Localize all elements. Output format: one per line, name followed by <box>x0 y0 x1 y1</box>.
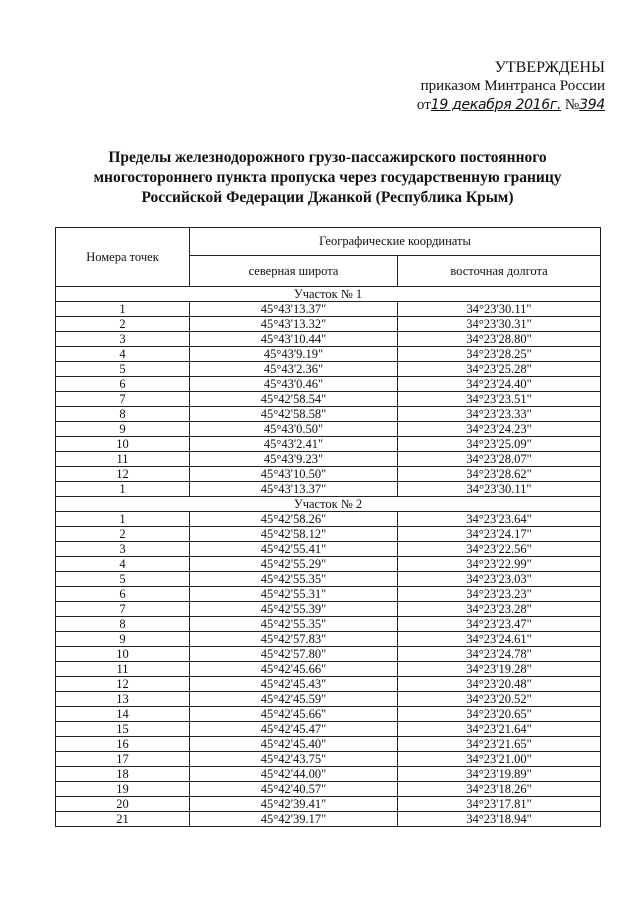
point-number: 4 <box>56 347 190 362</box>
longitude-cell: 34°23'20.52" <box>398 692 601 707</box>
table-row <box>56 647 601 662</box>
latitude-cell: 45°42'55.35" <box>190 617 398 632</box>
table-row <box>56 632 601 647</box>
longitude-cell: 34°23'23.51" <box>398 392 601 407</box>
latitude-cell: 45°42'40.57" <box>190 782 398 797</box>
latitude-cell: 45°42'44.00" <box>190 767 398 782</box>
approval-heading: УТВЕРЖДЕНЫ <box>494 59 605 76</box>
point-number: 6 <box>56 377 190 392</box>
table-row <box>56 377 601 392</box>
latitude-cell: 45°42'45.66" <box>190 707 398 722</box>
header-longitude: восточная долгота <box>398 256 601 287</box>
table-row <box>56 797 601 812</box>
header-points: Номера точек <box>56 228 190 287</box>
coordinates-table <box>55 227 601 827</box>
latitude-cell: 45°42'39.17" <box>190 812 398 827</box>
section-row <box>56 287 601 302</box>
longitude-cell: 34°23'22.56" <box>398 542 601 557</box>
point-number: 15 <box>56 722 190 737</box>
longitude-cell: 34°23'30.31" <box>398 317 601 332</box>
latitude-cell: 45°43'0.50" <box>190 422 398 437</box>
longitude-cell: 34°23'28.25" <box>398 347 601 362</box>
point-number: 11 <box>56 662 190 677</box>
longitude-cell: 34°23'28.80" <box>398 332 601 347</box>
section-title: Участок № 1 <box>56 287 601 302</box>
table-row <box>56 812 601 827</box>
table-body <box>56 287 601 827</box>
point-number: 21 <box>56 812 190 827</box>
table-row <box>56 602 601 617</box>
longitude-cell: 34°23'23.47" <box>398 617 601 632</box>
longitude-cell: 34°23'30.11" <box>398 302 601 317</box>
table-row <box>56 527 601 542</box>
latitude-cell: 45°43'0.46" <box>190 377 398 392</box>
point-number: 3 <box>56 332 190 347</box>
point-number: 3 <box>56 542 190 557</box>
table-row <box>56 332 601 347</box>
point-number: 9 <box>56 632 190 647</box>
table-row <box>56 782 601 797</box>
table-row <box>56 752 601 767</box>
section-title: Участок № 2 <box>56 497 601 512</box>
longitude-cell: 34°23'24.78" <box>398 647 601 662</box>
point-number: 18 <box>56 767 190 782</box>
latitude-cell: 45°42'43.75" <box>190 752 398 767</box>
longitude-cell: 34°23'19.28" <box>398 662 601 677</box>
longitude-cell: 34°23'18.26" <box>398 782 601 797</box>
number-prefix: № <box>564 97 580 113</box>
longitude-cell: 34°23'25.09" <box>398 437 601 452</box>
longitude-cell: 34°23'20.65" <box>398 707 601 722</box>
longitude-cell: 34°23'22.99" <box>398 557 601 572</box>
point-number: 5 <box>56 572 190 587</box>
table-row <box>56 617 601 632</box>
table-row <box>56 347 601 362</box>
longitude-cell: 34°23'23.03" <box>398 572 601 587</box>
latitude-cell: 45°42'55.35" <box>190 572 398 587</box>
latitude-cell: 45°43'2.41" <box>190 437 398 452</box>
longitude-cell: 34°23'24.61" <box>398 632 601 647</box>
longitude-cell: 34°23'19.89" <box>398 767 601 782</box>
latitude-cell: 45°42'58.26" <box>190 512 398 527</box>
latitude-cell: 45°43'10.50" <box>190 467 398 482</box>
point-number: 13 <box>56 692 190 707</box>
latitude-cell: 45°42'45.43" <box>190 677 398 692</box>
table-row <box>56 767 601 782</box>
document-title: Пределы железнодорожного грузо-пассажирского постоянного многостороннего пункта пропуска через государственную границу Российской Федерации Джанкой (Республика Крым) <box>93 149 562 206</box>
latitude-cell: 45°43'2.36" <box>190 362 398 377</box>
latitude-cell: 45°42'45.66" <box>190 662 398 677</box>
latitude-cell: 45°43'13.37" <box>190 482 398 497</box>
longitude-cell: 34°23'20.48" <box>398 677 601 692</box>
longitude-cell: 34°23'28.07" <box>398 452 601 467</box>
table-row <box>56 407 601 422</box>
table-row <box>56 512 601 527</box>
table-row <box>56 302 601 317</box>
table-row <box>56 362 601 377</box>
latitude-cell: 45°43'9.23" <box>190 452 398 467</box>
section-row <box>56 497 601 512</box>
point-number: 7 <box>56 602 190 617</box>
point-number: 5 <box>56 362 190 377</box>
point-number: 10 <box>56 437 190 452</box>
point-number: 16 <box>56 737 190 752</box>
longitude-cell: 34°23'23.23" <box>398 587 601 602</box>
latitude-cell: 45°42'57.83" <box>190 632 398 647</box>
approval-block <box>405 58 605 115</box>
handwritten-date: 19 декабря 2016г. <box>430 97 562 113</box>
point-number: 1 <box>56 482 190 497</box>
latitude-cell: 45°42'55.41" <box>190 542 398 557</box>
latitude-cell: 45°43'9.19" <box>190 347 398 362</box>
table-row <box>56 677 601 692</box>
latitude-cell: 45°42'57.80" <box>190 647 398 662</box>
latitude-cell: 45°42'55.31" <box>190 587 398 602</box>
point-number: 2 <box>56 527 190 542</box>
point-number: 6 <box>56 587 190 602</box>
point-number: 8 <box>56 617 190 632</box>
longitude-cell: 34°23'24.17" <box>398 527 601 542</box>
longitude-cell: 34°23'23.28" <box>398 602 601 617</box>
point-number: 1 <box>56 302 190 317</box>
latitude-cell: 45°43'10.44" <box>190 332 398 347</box>
longitude-cell: 34°23'23.33" <box>398 407 601 422</box>
table-row <box>56 482 601 497</box>
point-number: 10 <box>56 647 190 662</box>
point-number: 2 <box>56 317 190 332</box>
point-number: 9 <box>56 422 190 437</box>
table-row <box>56 572 601 587</box>
table-row <box>56 437 601 452</box>
table-row <box>56 317 601 332</box>
handwritten-number: 394 <box>579 97 605 113</box>
longitude-cell: 34°23'28.62" <box>398 467 601 482</box>
longitude-cell: 34°23'21.00" <box>398 752 601 767</box>
point-number: 17 <box>56 752 190 767</box>
longitude-cell: 34°23'18.94" <box>398 812 601 827</box>
longitude-cell: 34°23'30.11" <box>398 482 601 497</box>
table-row <box>56 692 601 707</box>
point-number: 20 <box>56 797 190 812</box>
latitude-cell: 45°42'55.29" <box>190 557 398 572</box>
point-number: 14 <box>56 707 190 722</box>
table-row <box>56 467 601 482</box>
table-row <box>56 392 601 407</box>
point-number: 11 <box>56 452 190 467</box>
latitude-cell: 45°42'58.58" <box>190 407 398 422</box>
longitude-cell: 34°23'21.65" <box>398 737 601 752</box>
latitude-cell: 45°43'13.32" <box>190 317 398 332</box>
table-row <box>56 452 601 467</box>
latitude-cell: 45°42'58.54" <box>190 392 398 407</box>
approval-order: приказом Минтранса России <box>420 78 605 94</box>
longitude-cell: 34°23'24.40" <box>398 377 601 392</box>
latitude-cell: 45°42'55.39" <box>190 602 398 617</box>
latitude-cell: 45°42'45.59" <box>190 692 398 707</box>
table-row <box>56 542 601 557</box>
point-number: 19 <box>56 782 190 797</box>
longitude-cell: 34°23'25.28" <box>398 362 601 377</box>
table-row <box>56 587 601 602</box>
table-row <box>56 707 601 722</box>
longitude-cell: 34°23'17.81" <box>398 797 601 812</box>
point-number: 7 <box>56 392 190 407</box>
latitude-cell: 45°42'45.40" <box>190 737 398 752</box>
longitude-cell: 34°23'23.64" <box>398 512 601 527</box>
approval-date-line <box>405 96 605 115</box>
latitude-cell: 45°42'39.41" <box>190 797 398 812</box>
latitude-cell: 45°43'13.37" <box>190 302 398 317</box>
header-latitude: северная широта <box>190 256 398 287</box>
longitude-cell: 34°23'21.64" <box>398 722 601 737</box>
point-number: 12 <box>56 467 190 482</box>
latitude-cell: 45°42'58.12" <box>190 527 398 542</box>
point-number: 4 <box>56 557 190 572</box>
point-number: 12 <box>56 677 190 692</box>
table-row <box>56 557 601 572</box>
point-number: 8 <box>56 407 190 422</box>
date-prefix: от <box>416 97 431 113</box>
header-geo: Географические координаты <box>190 228 601 256</box>
latitude-cell: 45°42'45.47" <box>190 722 398 737</box>
table-row <box>56 722 601 737</box>
table-row <box>56 737 601 752</box>
longitude-cell: 34°23'24.23" <box>398 422 601 437</box>
table-row <box>56 422 601 437</box>
table-row <box>56 662 601 677</box>
point-number: 1 <box>56 512 190 527</box>
